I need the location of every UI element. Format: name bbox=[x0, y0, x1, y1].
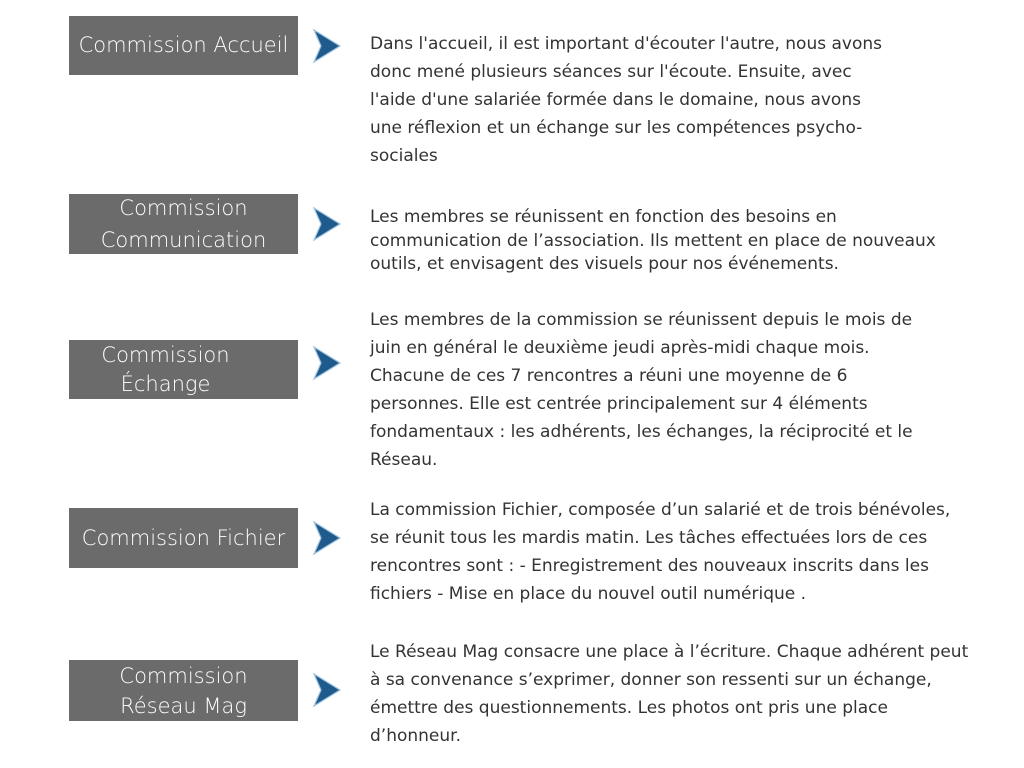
text-line: à sa convenance s’exprimer, donner son ressenti sur un échange, bbox=[370, 670, 932, 690]
text-line: Les membres de la commission se réunissent depuis le mois de bbox=[370, 310, 913, 330]
commission-accueil-title: Commission Accueil bbox=[78, 33, 289, 57]
text-line: outils, et envisagent des visuels pour nos événements. bbox=[370, 254, 839, 274]
chevron-right-icon bbox=[312, 345, 342, 381]
text-line: Les membres se réunissent en fonction des besoins en bbox=[370, 207, 837, 227]
commission-fichier-title: Commission Fichier bbox=[81, 525, 286, 550]
commission-echange-title-line1: Commission bbox=[101, 342, 230, 367]
text-line: Chacune de ces 7 rencontres a réuni une moyenne de 6 bbox=[370, 366, 848, 386]
commission-echange-title-line2: Échange bbox=[120, 371, 211, 396]
chevron-right-icon bbox=[312, 206, 342, 242]
commission-reseau-mag-title-line1: Commission bbox=[119, 663, 248, 688]
text-line: d’honneur. bbox=[370, 726, 461, 746]
commission-reseau-mag-description bbox=[370, 638, 968, 750]
commission-echange-description bbox=[370, 306, 913, 474]
commission-communication-title-line2: Communication bbox=[100, 228, 267, 252]
commission-communication-description bbox=[370, 206, 936, 277]
text-line: juin en général le deuxième jeudi après-midi chaque mois. bbox=[370, 338, 870, 358]
text-line: donc mené plusieurs séances sur l'écoute. Ensuite, avec bbox=[370, 62, 852, 82]
text-line: Le Réseau Mag consacre une place à l’écriture. Chaque adhérent peut bbox=[370, 642, 969, 662]
text-line: Dans l'accueil, il est important d'écouter l'autre, nous avons bbox=[370, 34, 882, 54]
commission-accueil-description bbox=[370, 30, 882, 170]
text-line: fichiers - Mise en place du nouvel outil numérique . bbox=[370, 584, 807, 604]
commission-communication-title-line1: Commission bbox=[119, 196, 248, 220]
commission-reseau-mag-label bbox=[69, 660, 298, 721]
commission-fichier-description bbox=[370, 496, 950, 608]
commission-communication-label bbox=[69, 194, 298, 254]
text-line: rencontres sont : - Enregistrement des nouveaux inscrits dans les bbox=[370, 556, 929, 576]
text-line: se réunit tous les mardis matin. Les tâches effectuées lors de ces bbox=[370, 528, 928, 548]
text-line: fondamentaux : les adhérents, les échanges, la réciprocité et le bbox=[370, 422, 913, 442]
text-line: La commission Fichier, composée d’un salarié et de trois bénévoles, bbox=[370, 500, 951, 520]
chevron-right-icon bbox=[312, 672, 342, 708]
text-line: émettre des questionnements. Les photos ont pris une place bbox=[370, 698, 888, 718]
text-line: communication de l’association. Ils mettent en place de nouveaux bbox=[370, 230, 936, 251]
commission-reseau-mag-title-line2: Réseau Mag bbox=[120, 693, 247, 718]
commission-fichier-label bbox=[69, 508, 298, 568]
text-line: sociales bbox=[370, 146, 438, 166]
commission-echange-label bbox=[69, 340, 298, 399]
text-line: personnes. Elle est centrée principalement sur 4 éléments bbox=[370, 394, 868, 414]
text-line: une réflexion et un échange sur les compétences psycho- bbox=[370, 118, 863, 138]
text-line: l'aide d'une salariée formée dans le domaine, nous avons bbox=[370, 90, 861, 110]
commission-accueil-label bbox=[69, 16, 298, 75]
chevron-right-icon bbox=[312, 28, 342, 64]
chevron-right-icon bbox=[312, 520, 342, 556]
text-line: Réseau. bbox=[370, 450, 438, 470]
